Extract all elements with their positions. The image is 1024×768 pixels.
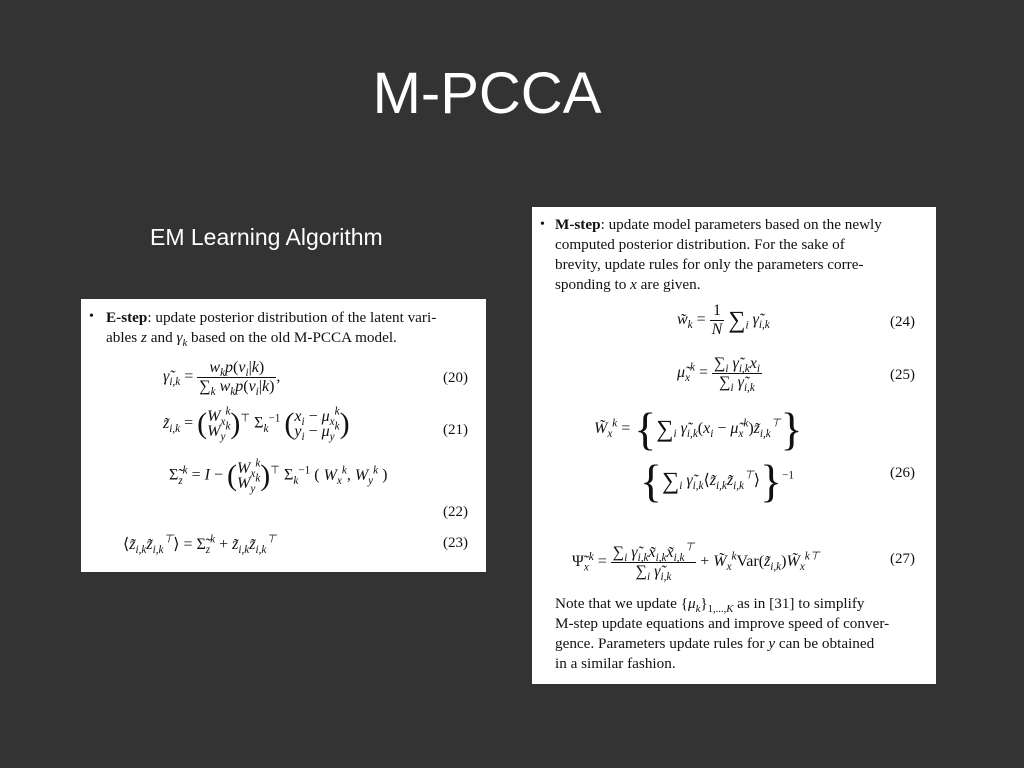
mstep-text-4b: are given. xyxy=(636,276,701,293)
estep-heading: E-step xyxy=(106,309,148,326)
mstep-text-1: : update model parameters based on the newly xyxy=(600,216,882,233)
note-line-3: gence. Parameters update rules for y can be obtained xyxy=(555,635,875,652)
mstep-line-2: computed posterior distribution. For the sake of xyxy=(555,236,845,253)
mstep-line-4: sponding to x are given. xyxy=(555,276,701,293)
equation-24: $w̃_k$ = $\frac{1}{N}$ $\sum_i$ $\gammã_{i,k}$ xyxy=(677,302,770,338)
mstep-line-1 xyxy=(555,215,882,235)
equation-22: $\Sigmã_z^k = I - (W_x^k$ $W_y^k)^⊤$ $\Sigma_k^{-1}$ ( $W_x^k$, $W_y^k$ ) xyxy=(169,457,388,496)
slide-subtitle: EM Learning Algorithm xyxy=(150,224,383,250)
eq-number-21: (21) xyxy=(443,422,468,438)
equation-25: $\mũ_x^k$ = $\frac{\sum_i \gammã_{i,k}x_i}{\sum_i \gammã_{i,k}}$ xyxy=(677,355,760,395)
eq-number-24: (24) xyxy=(890,314,915,330)
mstep-heading: M-step xyxy=(555,216,601,233)
note-line-4: in a similar fashion. xyxy=(555,655,676,672)
eq-number-25: (25) xyxy=(890,367,915,383)
mstep-panel xyxy=(532,207,936,684)
estep-line-2: ables z and $\gamma_k$ based on the old M-PCCA model. xyxy=(106,329,397,350)
note-text-3b: can be obtained xyxy=(775,635,875,652)
equation-20: $\gammã_{i,k}$ = $\frac{w_kp(v_i|k)}{\sum_k w_kp(v_i|k)}$ , xyxy=(163,359,281,399)
equation-26-line-1: $W̃_x^k = \{\sum_i$ $\gammã_{i,k}(x_i$ − $\mũ_x^k)z̃_{i,k}^⊤$} xyxy=(594,403,803,455)
equation-23: $⟨z̃_{i,k}z̃_{i,k}^⊤⟩$ = $\Sigmã_z^k$ + $z̃_{i,k}z̃_{i,k}^⊤$ xyxy=(123,533,277,557)
note-line-1: Note that we update $\{\mu_k\}_{1,...,K}$ as in [31] to simplify xyxy=(555,595,865,616)
estep-text-2a: ables xyxy=(106,329,142,346)
estep-text-2b: and xyxy=(146,329,177,346)
equation-27: $\Psĩ_x^k$ = $\frac{\sum_i \gammã_{i,k}x̃_{i,k}x̃_{i,k}^⊤}{\sum_i \gammã_{i,k}}$ + $W̃_x^kVar(z̃_{i,k})W̃_x^{k⊤}$ xyxy=(572,541,820,584)
estep-bullet: • xyxy=(89,309,94,324)
estep-text-2c: based on the old M-PCCA model. xyxy=(187,329,397,346)
eq-number-20: (20) xyxy=(443,370,468,386)
eq-number-22: (22) xyxy=(443,504,468,520)
equation-21: $z̃_{i,k} = (W_x^k$ $W_y^k)^⊤$ $\Sigma_k^{-1}$ ($x_i - \mu_x^k$ $y_i - \mu_y^k$) xyxy=(163,405,350,444)
eq-number-27: (27) xyxy=(890,551,915,567)
note-text-1a: Note that we update xyxy=(555,595,681,612)
mstep-line-3: brevity, update rules for only the parameters corre- xyxy=(555,256,864,273)
note-line-2: M-step update equations and improve speed of conver- xyxy=(555,615,890,632)
note-text-1b: as in [31] to simplify xyxy=(733,595,865,612)
slide-title: M-PCCA xyxy=(372,61,602,126)
eq-number-26: (26) xyxy=(890,465,915,481)
estep-panel xyxy=(81,299,486,572)
mstep-text-4a: sponding to xyxy=(555,276,631,293)
mstep-bullet: • xyxy=(540,217,545,232)
eq-number-23: (23) xyxy=(443,535,468,551)
note-text-3a: gence. Parameters update rules for xyxy=(555,635,769,652)
equation-26-line-2: {$\sum_i$ $\gammã_{i,k}⟨z̃_{i,k}z̃_{i,k}^⊤⟩\}^{-1}$ xyxy=(640,455,794,507)
estep-text-1: : update posterior distribution of the latent vari- xyxy=(147,309,437,326)
estep-line-1 xyxy=(106,308,436,328)
